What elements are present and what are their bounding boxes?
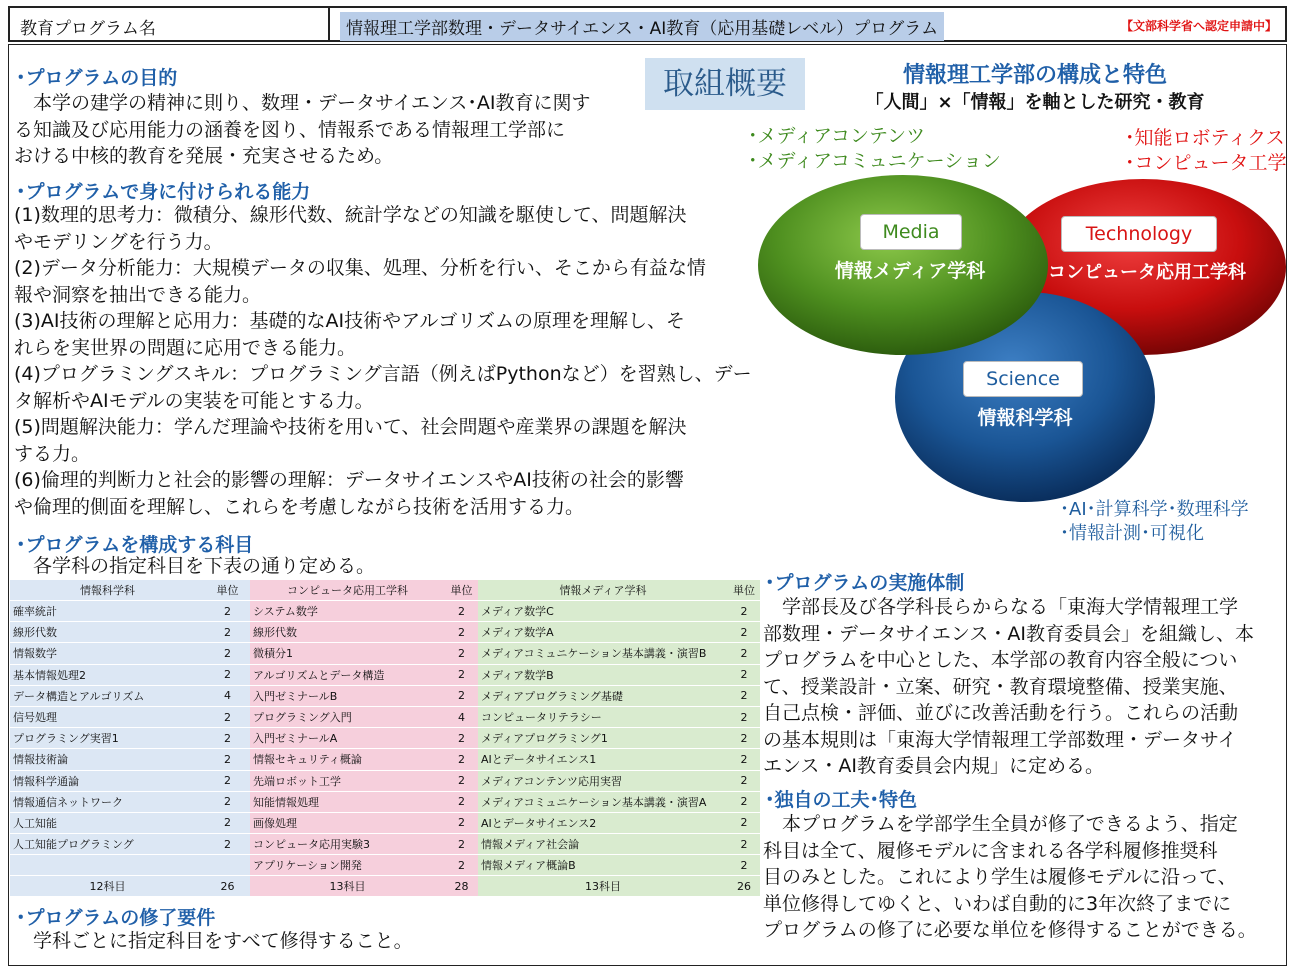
courses-heading: ･プログラムを構成する科目: [16, 534, 254, 556]
table-cell: 基本情報処理2: [10, 664, 205, 685]
table-row: [10, 622, 760, 643]
table-row: [10, 749, 760, 770]
table-cell: 2: [728, 855, 760, 876]
table-cell: メディア数学B: [478, 664, 728, 685]
table-cell: 2: [728, 643, 760, 664]
table-cell: 2: [205, 706, 250, 727]
table-row: [10, 685, 760, 706]
ability-line: 報や洞察を抽出できる能力。: [14, 283, 262, 306]
table-cell: 2: [445, 770, 478, 791]
table-cell: 2: [205, 643, 250, 664]
media-badge: Media: [860, 214, 962, 250]
table-header-cell: コンピュータ応用工学科: [250, 580, 445, 601]
table-row: [10, 812, 760, 833]
table-cell: プログラミング入門: [250, 706, 445, 727]
table-cell: 知能情報処理: [250, 791, 445, 812]
system-heading: ･プログラムの実施体制: [765, 572, 965, 594]
system-line: 部数理・データサイエンス・AI教育委員会」を組織し、本: [763, 622, 1254, 645]
ability-line: (6)倫理的判断力と社会的影響の理解：データサイエンスやAI技術の社会的影響: [14, 469, 684, 491]
table-header-cell: 26: [205, 876, 250, 897]
table-cell: 入門ゼミナールB: [250, 685, 445, 706]
table-header-cell: 13科目: [478, 876, 728, 897]
table-cell: 2: [728, 622, 760, 643]
unique-line: 単位修得してゆくと、いわば自動的に3年次終了までに: [763, 892, 1232, 915]
table-cell: 2: [445, 749, 478, 770]
system-line: て、授業設計・立案、研究・教育環境整備、授業実施、: [763, 675, 1238, 698]
table-cell: プログラミング実習1: [10, 728, 205, 749]
table-cell: 人工知能: [10, 812, 205, 833]
table-cell: システム数学: [250, 601, 445, 622]
table-row: [10, 834, 760, 855]
table-cell: 2: [728, 685, 760, 706]
table-cell: 2: [728, 664, 760, 685]
faculty-subtitle: 「人間」×「情報」を軸とした研究・教育: [865, 92, 1205, 113]
table-cell: 2: [445, 685, 478, 706]
table-cell: 情報科学通論: [10, 770, 205, 791]
science-badge: Science: [963, 361, 1083, 397]
table-row: [10, 706, 760, 727]
ability-line: (4)プログラミングスキル：プログラミング言語（例えばPythonなど）を習熟し、デー: [14, 363, 752, 385]
table-cell: 情報技術論: [10, 749, 205, 770]
table-cell: コンピュータ応用実験3: [250, 834, 445, 855]
table-cell: 2: [205, 791, 250, 812]
science-dept-label: 情報科学科: [977, 407, 1073, 429]
topic-item: ･情報計測･可視化: [1060, 523, 1204, 544]
table-cell: 情報メディア概論B: [478, 855, 728, 876]
topic-item: ･メディアコンテンツ: [748, 125, 926, 147]
table-cell: [205, 855, 250, 876]
table-cell: 2: [728, 728, 760, 749]
table-cell: 2: [445, 622, 478, 643]
ability-line: (1)数理的思考力：微積分、線形代数、統計学などの知識を駆使して、問題解決: [14, 204, 687, 226]
unique-line: 目のみとした。これにより学生は履修モデルに沿って、: [763, 866, 1237, 888]
purpose-heading: ･プログラムの目的: [16, 67, 178, 89]
unique-line: 科目は全て、履修モデルに含まれる各学科履修推奨科: [763, 839, 1218, 862]
program-title: 情報理工学部数理・データサイエンス・AI教育（応用基礎レベル）プログラム: [340, 12, 944, 41]
green-topics: [748, 124, 1001, 174]
table-cell: 人工知能プログラミング: [10, 834, 205, 855]
system-line: の基本規則は「東海大学情報理工学部数理・データサイ: [763, 728, 1237, 751]
table-cell: 情報通信ネットワーク: [10, 791, 205, 812]
table-cell: 2: [728, 770, 760, 791]
table-cell: 2: [205, 749, 250, 770]
table-cell: AIとデータサイエンス1: [478, 749, 728, 770]
table-row: [10, 791, 760, 812]
ability-line: れらを実世界の問題に応用できる能力。: [14, 336, 357, 359]
table-cell: メディア数学C: [478, 601, 728, 622]
table-cell: 2: [205, 770, 250, 791]
table-cell: 信号処理: [10, 706, 205, 727]
program-header: [8, 6, 1287, 42]
table-header-cell: 単位: [445, 580, 478, 601]
ability-line: やモデリングを行う力。: [14, 230, 223, 253]
table-cell: 情報数学: [10, 643, 205, 664]
abilities-text: [14, 202, 774, 520]
ability-line: (2)データ分析能力：大規模データの収集、処理、分析を行い、そこから有益な情: [14, 257, 706, 279]
topic-item: ･知能ロボティクス: [1125, 127, 1285, 149]
table-cell: 2: [728, 706, 760, 727]
purpose-line: おける中核的教育を発展・充実させるため。: [14, 145, 394, 167]
purpose-text: [14, 90, 654, 170]
table-header-cell: 情報科学科: [10, 580, 205, 601]
purpose-line: 本学の建学の精神に則り、数理・データサイエンス･AI教育に関す: [14, 92, 591, 114]
table-row: [10, 855, 760, 876]
ability-line: (5)問題解決能力：学んだ理論や技術を用いて、社会問題や産業界の課題を解決: [14, 416, 687, 438]
table-cell: 2: [205, 728, 250, 749]
table-cell: 2: [445, 791, 478, 812]
table-cell: メディア数学A: [478, 622, 728, 643]
table-row: [10, 728, 760, 749]
table-cell: 確率統計: [10, 601, 205, 622]
table-cell: 先端ロボット工学: [250, 770, 445, 791]
overview-label: 取組概要: [645, 58, 805, 110]
unique-heading: ･独自の工夫･特色: [765, 789, 918, 811]
table-cell: 2: [445, 812, 478, 833]
table-cell: 2: [445, 728, 478, 749]
table-cell: 2: [445, 664, 478, 685]
table-row: [10, 770, 760, 791]
table-header-cell: 13科目: [250, 876, 445, 897]
table-cell: 2: [205, 834, 250, 855]
table-cell: メディアコミュニケーション基本講義・演習B: [478, 643, 728, 664]
topic-item: ･メディアコミュニケーション: [748, 150, 1001, 172]
blue-topics: [1060, 498, 1249, 546]
table-cell: 情報セキュリティ概論: [250, 749, 445, 770]
purpose-line: る知識及び応用能力の涵養を図り、情報系である情報理工学部に: [14, 118, 566, 141]
table-cell: 入門ゼミナールA: [250, 728, 445, 749]
ability-line: や倫理的側面を理解し、これらを考慮しながら技術を活用する力。: [14, 495, 585, 518]
system-line: 自己点検・評価、並びに改善活動を行う。これらの活動: [763, 702, 1239, 724]
table-cell: 線形代数: [10, 622, 205, 643]
table-cell: メディアコミュニケーション基本講義・演習A: [478, 791, 728, 812]
table-row: [10, 664, 760, 685]
course-table: [10, 580, 760, 897]
table-row: [10, 643, 760, 664]
ability-line: タ解析やAIモデルの実装を可能とする力。: [14, 389, 374, 412]
program-name-label: 教育プログラム名: [20, 19, 156, 39]
technology-badge: Technology: [1061, 216, 1217, 252]
system-line: 学部長及び各学科長らからなる「東海大学情報理工学: [763, 596, 1239, 618]
table-cell: 線形代数: [250, 622, 445, 643]
table-cell: 情報メディア社会論: [478, 834, 728, 855]
unique-line: プログラムの修了に必要な単位を修得することができる。: [763, 919, 1257, 941]
system-text: [763, 594, 1283, 780]
unique-text: [763, 811, 1288, 944]
table-cell: 4: [445, 706, 478, 727]
table-cell: 2: [445, 834, 478, 855]
table-header-row: [10, 580, 760, 601]
ability-line: する力。: [14, 442, 91, 465]
table-cell: 2: [205, 601, 250, 622]
table-cell: 2: [728, 791, 760, 812]
table-cell: 2: [728, 749, 760, 770]
unique-line: 本プログラムを学部学生全員が修了できるよう、指定: [763, 813, 1238, 835]
table-header-cell: 単位: [728, 580, 760, 601]
table-header-cell: 情報メディア学科: [478, 580, 728, 601]
table-cell: メディアコンテンツ応用実習: [478, 770, 728, 791]
approval-note: 【文部科学省へ認定申請中】: [1120, 19, 1277, 33]
table-cell: コンピュータリテラシー: [478, 706, 728, 727]
table-header-cell: 26: [728, 876, 760, 897]
table-header-cell: 単位: [205, 580, 250, 601]
table-cell: 2: [445, 855, 478, 876]
table-cell: 微積分1: [250, 643, 445, 664]
completion-text: 学科ごとに指定科目をすべて修得すること。: [14, 930, 413, 952]
table-cell: データ構造とアルゴリズム: [10, 685, 205, 706]
table-cell: AIとデータサイエンス2: [478, 812, 728, 833]
table-cell: 2: [445, 643, 478, 664]
table-cell: メディアプログラミング基礎: [478, 685, 728, 706]
faculty-title: 情報理工学部の構成と特色: [902, 63, 1167, 88]
red-topics: [1125, 126, 1287, 176]
completion-heading: ･プログラムの修了要件: [16, 907, 216, 929]
topic-item: ･コンピュータ工学: [1125, 152, 1287, 174]
table-cell: 2: [728, 601, 760, 622]
table-cell: 2: [205, 664, 250, 685]
system-line: プログラムを中心とした、本学部の教育内容全般につい: [763, 649, 1238, 671]
ability-line: (3)AI技術の理解と応用力：基礎的なAI技術やアルゴリズムの原理を理解し、そ: [14, 310, 685, 332]
table-cell: アルゴリズムとデータ構造: [250, 664, 445, 685]
table-cell: アプリケーション開発: [250, 855, 445, 876]
technology-dept-label: コンピュータ応用工学科: [1048, 262, 1246, 283]
table-cell: 2: [445, 601, 478, 622]
table-cell: 2: [205, 622, 250, 643]
table-cell: 画像処理: [250, 812, 445, 833]
topic-item: ･AI･計算科学･数理科学: [1060, 499, 1249, 520]
header-divider: [328, 8, 330, 40]
table-cell: 2: [728, 834, 760, 855]
media-dept-label: 情報メディア学科: [834, 260, 986, 282]
system-line: エンス・AI教育委員会内規」に定める。: [763, 755, 1105, 777]
table-cell: 2: [728, 812, 760, 833]
table-row: [10, 601, 760, 622]
abilities-heading: ･プログラムで身に付けられる能力: [16, 181, 311, 203]
table-cell: 2: [205, 812, 250, 833]
table-cell: メディアプログラミング1: [478, 728, 728, 749]
table-cell: 4: [205, 685, 250, 706]
table-total-row: [10, 876, 760, 897]
table-header-cell: 28: [445, 876, 478, 897]
courses-intro: 各学科の指定科目を下表の通り定める。: [14, 555, 376, 577]
table-cell: [10, 855, 205, 876]
table-header-cell: 12科目: [10, 876, 205, 897]
